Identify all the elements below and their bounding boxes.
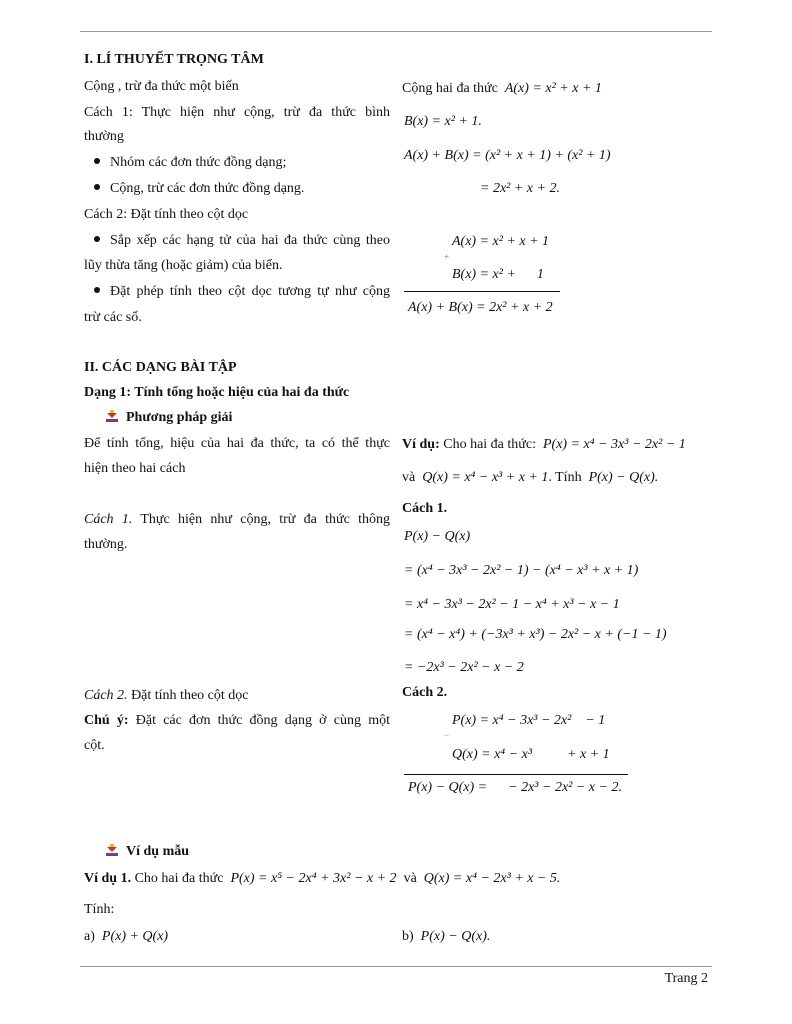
- c-P: P(x) = x⁴ − 3x³ − 2x² − 1: [452, 713, 606, 728]
- col-sum-rule: [404, 291, 560, 292]
- r-line1: P(x) − Q(x): [404, 529, 471, 544]
- bullet-2: Cộng, trừ các đơn thức đồng dạng.: [94, 180, 304, 198]
- left-cach2: Cách 2. Đặt tính theo cột dọc: [84, 688, 249, 703]
- eq-sum: A(x) + B(x) = (x² + x + 1) + (x² + 1): [404, 148, 611, 163]
- r-line2: = (x⁴ − 3x³ − 2x² − 1) − (x⁴ − x³ + x + 1): [404, 563, 639, 578]
- bullet-dot-icon: [94, 184, 100, 190]
- c-Q: Q(x) = x⁴ − x³ + x + 1: [452, 747, 610, 762]
- bullet-4: Đặt phép tính theo cột dọc tương tự như cộng: [94, 283, 390, 301]
- bullet-3: Sắp xếp các hạng tử của hai đa thức cùng theo: [94, 232, 390, 250]
- method-heading: Phương pháp giải: [106, 409, 232, 427]
- c-R: P(x) − Q(x) = − 2x³ − 2x² − x − 2.: [408, 780, 622, 795]
- section1-intro: Cộng , trừ đa thức một biến: [84, 79, 239, 94]
- arrow-bullet-icon: [106, 410, 118, 422]
- cach1-line2: thường: [84, 129, 124, 144]
- section2-heading: II. CÁC DẠNG BÀI TẬP: [84, 360, 237, 375]
- footer-rule: [80, 966, 712, 967]
- chu-y-cont: cột.: [84, 738, 105, 753]
- dang1-heading: Dạng 1: Tính tổng hoặc hiệu của hai đa thức: [84, 385, 350, 400]
- left-cach1: Cách 1. Thực hiện như cộng, trừ đa thức thông: [84, 512, 390, 527]
- eq-B: B(x) = x² + 1.: [404, 114, 482, 129]
- bullet-dot-icon: [94, 158, 100, 164]
- bullet-3-cont: lũy thừa tăng (hoặc giảm) của biến.: [84, 258, 283, 273]
- col-B: B(x) = x² + 1: [452, 267, 544, 282]
- chu-y: Chú ý: Đặt các đơn thức đồng dạng ở cùng một: [84, 713, 390, 728]
- vd1: Ví dụ 1. Cho hai đa thức P(x) = x⁵ − 2x⁴ + 3x² − x + 2 và Q(x) = x⁴ − 2x³ + x − 5.: [84, 871, 561, 886]
- r-line4: = (x⁴ − x⁴) + (−3x³ + x³) − 2x² − x + (−1 − 1): [404, 627, 667, 642]
- tinh-label: Tính:: [84, 902, 115, 917]
- header-rule: [80, 31, 712, 32]
- vidu-line2: và Q(x) = x⁴ − x³ + x + 1. Tính P(x) − Q(x).: [402, 470, 659, 485]
- c-rule: [404, 774, 628, 775]
- bullet-4-cont: trừ các số.: [84, 310, 142, 325]
- cach2-text: Cách 2: Đặt tính theo cột dọc: [84, 207, 249, 222]
- part-b: b) P(x) − Q(x).: [402, 929, 491, 944]
- examples-heading: Ví dụ mẫu: [106, 843, 189, 861]
- r-line5: = −2x³ − 2x² − x − 2: [404, 660, 524, 675]
- bullet-1: Nhóm các đơn thức đồng dạng;: [94, 154, 286, 172]
- page-number: Trang 2: [664, 971, 708, 986]
- r-cach1: Cách 1.: [402, 501, 448, 516]
- col-A: A(x) = x² + x + 1: [452, 234, 550, 249]
- r-line3: = x⁴ − 3x³ − 2x² − 1 − x⁴ + x³ − x − 1: [404, 597, 620, 612]
- section1-heading: I. LÍ THUYẾT TRỌNG TÂM: [84, 52, 264, 67]
- arrow-bullet-icon: [106, 844, 118, 856]
- cach1-line1: Cách 1: Thực hiện như cộng, trừ đa thức bình: [84, 105, 390, 120]
- bullet-dot-icon: [94, 236, 100, 242]
- left-cach1-cont: thường.: [84, 537, 128, 552]
- eq-sum-result: = 2x² + x + 2.: [480, 181, 560, 196]
- part-a: a) P(x) + Q(x): [84, 929, 169, 944]
- right-intro: Cộng hai đa thức A(x) = x² + x + 1: [402, 81, 602, 96]
- col-sum: A(x) + B(x) = 2x² + x + 2: [408, 300, 553, 315]
- left-p1-line1: Để tính tổng, hiệu của hai đa thức, ta có thể thực: [84, 436, 390, 451]
- bullet-dot-icon: [94, 287, 100, 293]
- r-cach2: Cách 2.: [402, 685, 448, 700]
- minus-sign: −: [444, 730, 450, 740]
- plus-sign: +: [444, 252, 450, 262]
- left-p1-line2: hiện theo hai cách: [84, 461, 186, 476]
- vidu-intro: Ví dụ: Cho hai đa thức: P(x) = x⁴ − 3x³ − 2x² − 1: [402, 437, 686, 452]
